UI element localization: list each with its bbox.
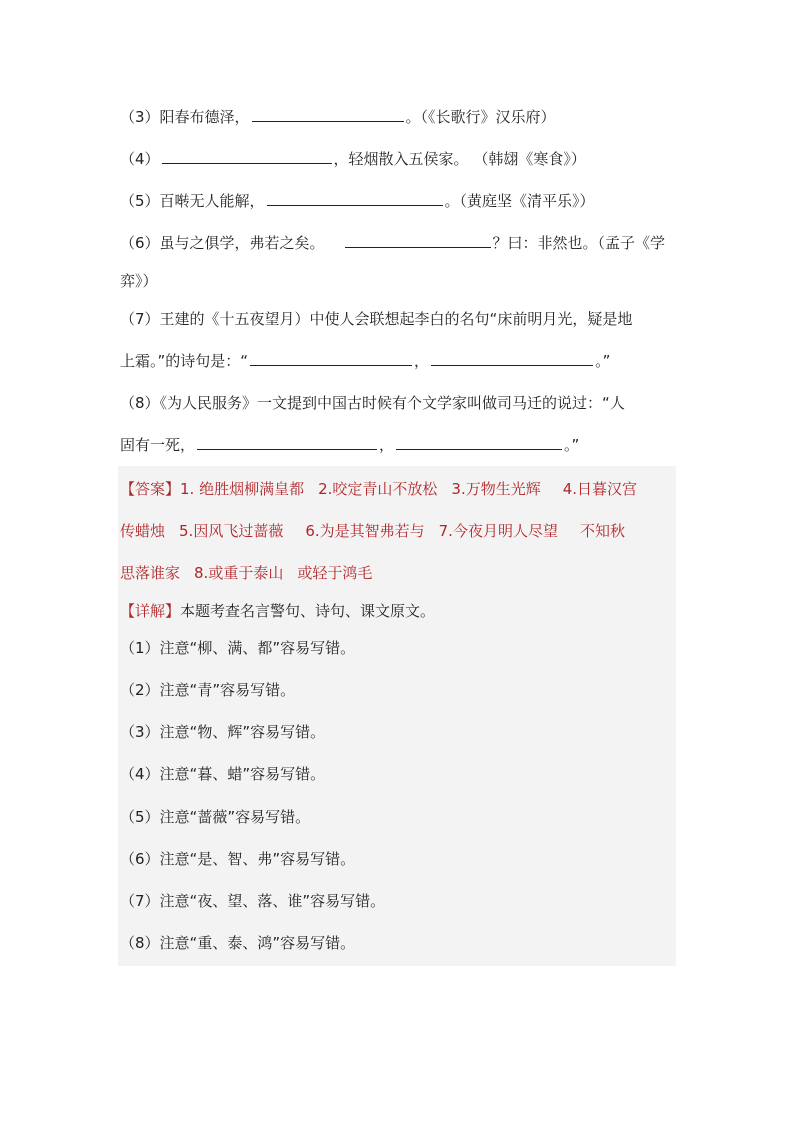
answer-blank[interactable] (252, 107, 404, 122)
detail-item: （6）注意“是、智、弗”容易写错。 (120, 850, 356, 868)
answer-item: 2.咬定青山不放松 (318, 480, 438, 498)
answer-blank[interactable] (250, 351, 412, 366)
answer-item: 7.今夜月明人尽望 (438, 522, 558, 540)
question-7: （7）王建的《十五夜望月）中使人会联想起李白的名句“床前明月光，疑是地 (120, 310, 633, 328)
comma: ， (414, 352, 430, 370)
question-5-text: （5）百啭无人能解， (120, 192, 265, 210)
answer-item: 传蜡烛 (120, 522, 166, 540)
question-3-source: 。（《长歌行》汉乐府） (405, 108, 556, 126)
question-4-number: （4） (120, 150, 160, 168)
answer-line-3 (120, 563, 680, 583)
answer-item: 6.为是其智弗若与 (305, 522, 425, 540)
question-6-source: ？曰：非然也。（孟子《学 (492, 234, 666, 252)
answer-label: 【答案】 (120, 480, 181, 498)
answer-blank[interactable] (345, 233, 491, 248)
question-6-continued: 弈》） (120, 272, 158, 290)
question-3 (120, 107, 680, 127)
detail-intro-text: 本题考查名言警句、诗句、课文原文。 (180, 602, 436, 620)
answer-blank[interactable] (431, 351, 593, 366)
detail-intro (120, 601, 680, 621)
answer-blank[interactable] (396, 435, 562, 450)
answer-item: 5.因风飞过蔷薇 (179, 522, 284, 540)
comma: ， (379, 436, 395, 454)
question-4-text: ，轻烟散入五侯家。 （韩翃《寒食》） (333, 150, 586, 168)
question-8: （8）《为人民服务》一文提到中国古时候有个文学家叫做司马迁的说过：“人 (120, 394, 625, 412)
answer-line-1 (120, 479, 680, 499)
answer-item: 1. 绝胜烟柳满皇都 (180, 480, 305, 498)
detail-item: （4）注意“暮、蜡”容易写错。 (120, 765, 326, 783)
answer-item: 4.日暮汉宫 (562, 480, 638, 498)
answer-line-2 (120, 521, 680, 541)
detail-item: （1）注意“柳、满、都”容易写错。 (120, 639, 356, 657)
answer-blank[interactable] (267, 191, 443, 206)
answer-item: 3.万物生光辉 (451, 480, 541, 498)
question-8-prompt: 固有一死， (120, 436, 196, 454)
detail-item: （3）注意“物、辉”容易写错。 (120, 723, 326, 741)
detail-item: （2）注意“青”容易写错。 (120, 681, 296, 699)
question-5 (120, 191, 680, 211)
detail-item: （7）注意“夜、望、落、谁”容易写错。 (120, 892, 386, 910)
question-6 (120, 233, 680, 253)
detail-item: （5）注意“蔷薇”容易写错。 (120, 808, 311, 826)
detail-label: 【详解】 (120, 602, 181, 620)
detail-item: （8）注意“重、泰、鸿”容易写错。 (120, 934, 356, 952)
answer-item: 不知秋 (579, 522, 625, 540)
question-5-source: 。（黄庭坚《清平乐》） (444, 192, 595, 210)
question-7-continued (120, 351, 680, 371)
question-8-continued (120, 435, 680, 455)
answer-item: 思落谁家 (120, 564, 181, 582)
question-7-close: 。” (595, 352, 611, 370)
question-8-close: 。” (564, 436, 580, 454)
question-7-prompt: 上霜。”的诗句是：“ (120, 352, 249, 370)
question-3-text: （3）阳春布德泽， (120, 108, 250, 126)
answer-item: 8.或重于泰山 (194, 564, 284, 582)
answer-blank[interactable] (197, 435, 377, 450)
answer-blank[interactable] (162, 149, 332, 164)
question-6-text: （6）虽与之俱学，弗若之矣。 (120, 234, 325, 252)
question-4 (120, 149, 680, 169)
answer-item: 或轻于鸿毛 (297, 564, 373, 582)
